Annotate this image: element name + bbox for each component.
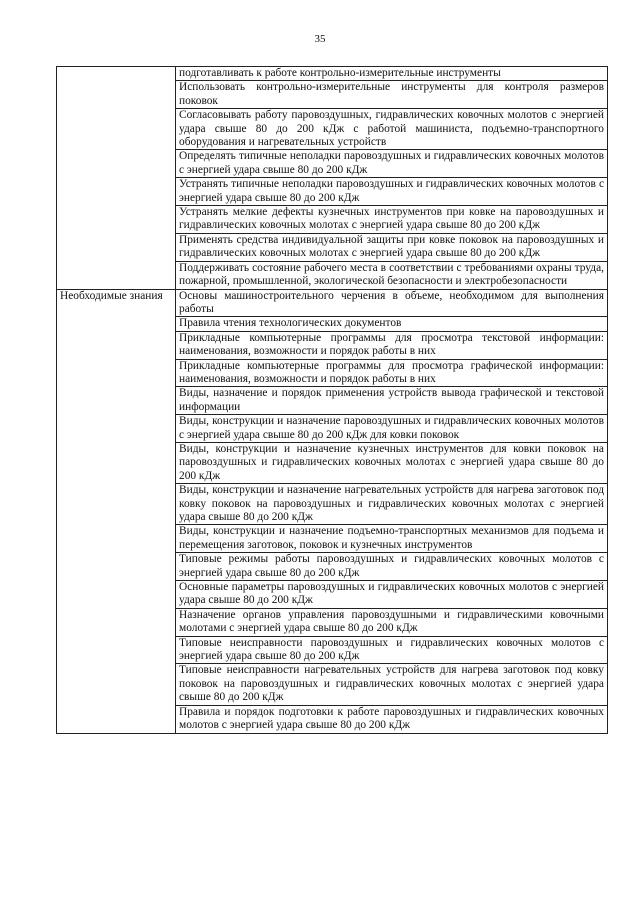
- table-row: Устранять мелкие дефекты кузнечных инструментов при ковке на паровоздушных и гидравлических ковочных молотах с энергией удара свыше 80 до 200 кДж: [176, 205, 607, 233]
- table-row: Типовые неисправности паровоздушных и гидравлических ковочных молотов с энергией удара свыше 80 до 200 кДж: [176, 636, 607, 664]
- table-row: Виды, конструкции и назначение паровоздушных и гидравлических ковочных молотов с энергией удара свыше 80 до 200 кДж для ковки поковок: [176, 414, 607, 442]
- table-row: Виды, конструкции и назначение подъемно-транспортных механизмов для подъема и перемещения заготовок, поковок и кузнечных инструментов: [176, 524, 607, 552]
- section-label: [57, 67, 176, 289]
- table-row: Виды, конструкции и назначение нагревательных устройств для нагрева заготовок под ковку поковок на паровоздушных и гидравлических ковочных молотах с энергией удара свыше 80 до 200 кДж: [176, 483, 607, 524]
- table-row: Прикладные компьютерные программы для просмотра графической информации: наименования, возможности и порядок работы в них: [176, 359, 607, 387]
- table-row: Типовые неисправности нагревательных устройств для нагрева заготовок под ковку поковок на паровоздушных и гидравлических ковочных молотах с энергией удара свыше 80 до 200 кДж: [176, 663, 607, 704]
- table-row: Виды, назначение и порядок применения устройств вывода графической и текстовой информации: [176, 386, 607, 414]
- table-row: Определять типичные неполадки паровоздушных и гидравлических ковочных молотов с энергией удара свыше 80 до 200 кДж: [176, 149, 607, 177]
- table-row: Поддерживать состояние рабочего места в соответствии с требованиями охраны труда, пожарной, промышленной, экологической безопасности и электробезопасности: [176, 261, 607, 289]
- table-row: Прикладные компьютерные программы для просмотра текстовой информации: наименования, возможности и порядок работы в них: [176, 331, 607, 359]
- table-row: Виды, конструкции и назначение кузнечных инструментов для ковки поковок на паровоздушных и гидравлических ковочных молотах с энергией удара свыше 80 до 200 кДж: [176, 442, 607, 483]
- table-row: Назначение органов управления паровоздушными и гидравлическими ковочными молотами с энергией удара свыше 80 до 200 кДж: [176, 608, 607, 636]
- page-number: 35: [314, 33, 326, 45]
- table-row: подготавливать к работе контрольно-измерительные инструменты: [179, 67, 501, 79]
- section-label: Необходимые знания: [57, 290, 176, 733]
- table-row: Основы машиностроительного черчения в объеме, необходимом для выполнения работы: [179, 289, 604, 315]
- table-row: Основные параметры паровоздушных и гидравлических ковочных молотов с энергией удара свыше 80 до 200 кДж: [176, 580, 607, 608]
- skills-section: [57, 67, 607, 289]
- table-row: Использовать контрольно-измерительные инструменты для контроля размеров поковок: [176, 80, 607, 108]
- table-row: Согласовывать работу паровоздушных, гидравлических ковочных молотов с энергией удара свыше 80 до 200 кДж с работой машиниста, подъемно-транспортного оборудования и нагревательных устройств: [176, 108, 607, 149]
- knowledge-list: [176, 290, 607, 733]
- table-row: Применять средства индивидуальной защиты при ковке поковок на паровоздушных и гидравлических ковочных молотах с энергией удара свыше 80 до 200 кДж: [176, 233, 607, 261]
- table-row: Типовые режимы работы паровоздушных и гидравлических ковочных молотов с энергией удара свыше 80 до 200 кДж: [176, 552, 607, 580]
- table-row: Устранять типичные неполадки паровоздушных и гидравлических ковочных молотов с энергией удара свыше 80 до 200 кДж: [176, 177, 607, 205]
- table-row: Правила и порядок подготовки к работе паровоздушных и гидравлических ковочных молотов с энергией удара свыше 80 до 200 кДж: [176, 705, 607, 733]
- skills-list: [176, 67, 607, 289]
- requirements-table: [56, 66, 608, 734]
- knowledge-section: [57, 289, 607, 733]
- table-row: Правила чтения технологических документов: [176, 316, 607, 330]
